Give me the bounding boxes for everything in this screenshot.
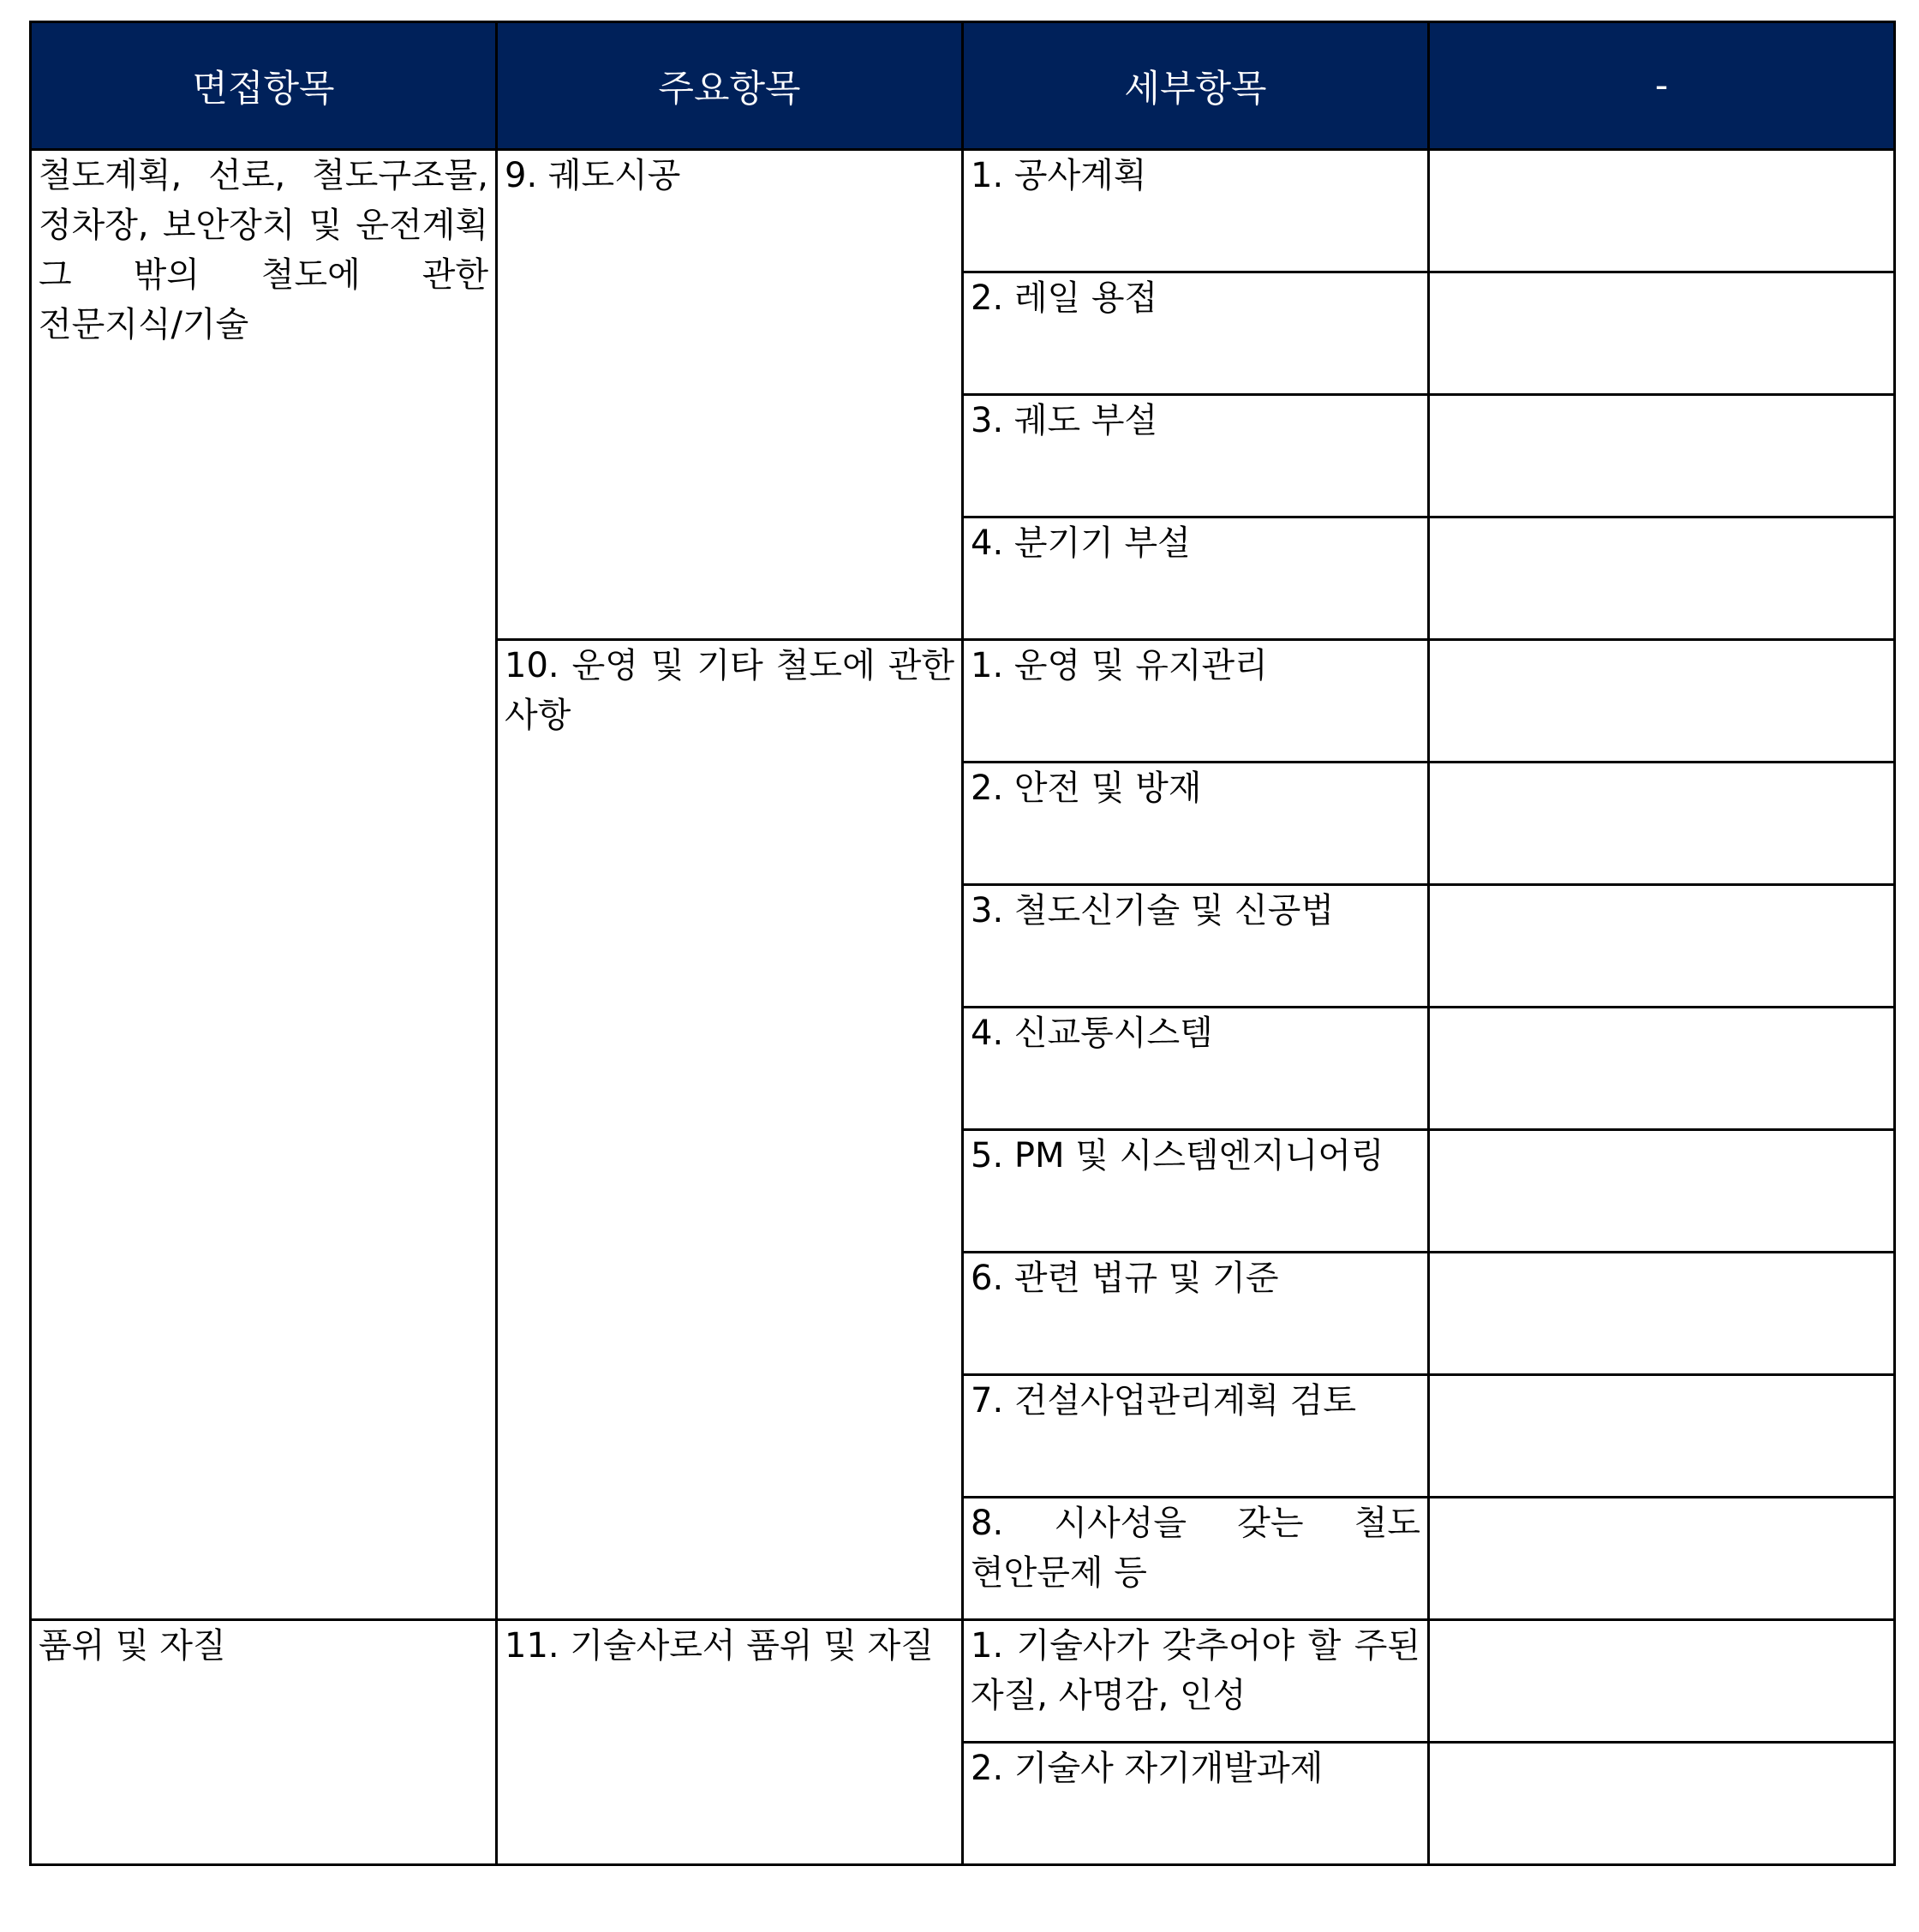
header-extra: - bbox=[1429, 22, 1895, 150]
empty-cell bbox=[1429, 1008, 1895, 1130]
empty-cell bbox=[1429, 763, 1895, 885]
detail-item-cell: 1. 운영 및 유지관리 bbox=[963, 640, 1429, 763]
detail-item-cell: 4. 분기기 부설 bbox=[963, 517, 1429, 640]
table-row bbox=[31, 1620, 1895, 1743]
detail-item-cell: 4. 신교통시스템 bbox=[963, 1008, 1429, 1130]
empty-cell bbox=[1429, 517, 1895, 640]
detail-item-cell: 2. 레일 용접 bbox=[963, 272, 1429, 395]
detail-item-cell: 2. 기술사 자기개발과제 bbox=[963, 1743, 1429, 1865]
detail-item-cell: 3. 궤도 부설 bbox=[963, 395, 1429, 517]
empty-cell bbox=[1429, 272, 1895, 395]
empty-cell bbox=[1429, 885, 1895, 1008]
detail-item-cell: 5. PM 및 시스템엔지니어링 bbox=[963, 1130, 1429, 1253]
detail-item-cell: 1. 공사계획 bbox=[963, 150, 1429, 272]
empty-cell bbox=[1429, 150, 1895, 272]
empty-cell bbox=[1429, 1375, 1895, 1498]
exam-items-table bbox=[29, 21, 1896, 1866]
detail-item-cell: 3. 철도신기술 및 신공법 bbox=[963, 885, 1429, 1008]
empty-cell bbox=[1429, 1743, 1895, 1865]
main-item-cell: 11. 기술사로서 품위 및 자질 bbox=[497, 1620, 963, 1865]
empty-cell bbox=[1429, 640, 1895, 763]
interview-item-cell: 철도계획, 선로, 철도구조물, 정차장, 보안장치 및 운전계획 그 밖의 철도에 관한 전문지식/기술 bbox=[31, 150, 497, 1620]
interview-item-cell: 품위 및 자질 bbox=[31, 1620, 497, 1865]
detail-item-cell: 8. 시사성을 갖는 철도 현안문제 등 bbox=[963, 1498, 1429, 1620]
detail-item-cell: 1. 기술사가 갖추어야 할 주된 자질, 사명감, 인성 bbox=[963, 1620, 1429, 1743]
header-row bbox=[31, 22, 1895, 150]
empty-cell bbox=[1429, 1620, 1895, 1743]
detail-item-cell: 7. 건설사업관리계획 검토 bbox=[963, 1375, 1429, 1498]
empty-cell bbox=[1429, 1498, 1895, 1620]
detail-item-cell: 2. 안전 및 방재 bbox=[963, 763, 1429, 885]
main-item-cell: 9. 궤도시공 bbox=[497, 150, 963, 640]
header-detail-item: 세부항목 bbox=[963, 22, 1429, 150]
table-row bbox=[31, 150, 1895, 272]
empty-cell bbox=[1429, 1253, 1895, 1375]
empty-cell bbox=[1429, 395, 1895, 517]
detail-item-cell: 6. 관련 법규 및 기준 bbox=[963, 1253, 1429, 1375]
main-item-cell: 10. 운영 및 기타 철도에 관한 사항 bbox=[497, 640, 963, 1620]
header-interview-item: 면접항목 bbox=[31, 22, 497, 150]
header-main-item: 주요항목 bbox=[497, 22, 963, 150]
empty-cell bbox=[1429, 1130, 1895, 1253]
